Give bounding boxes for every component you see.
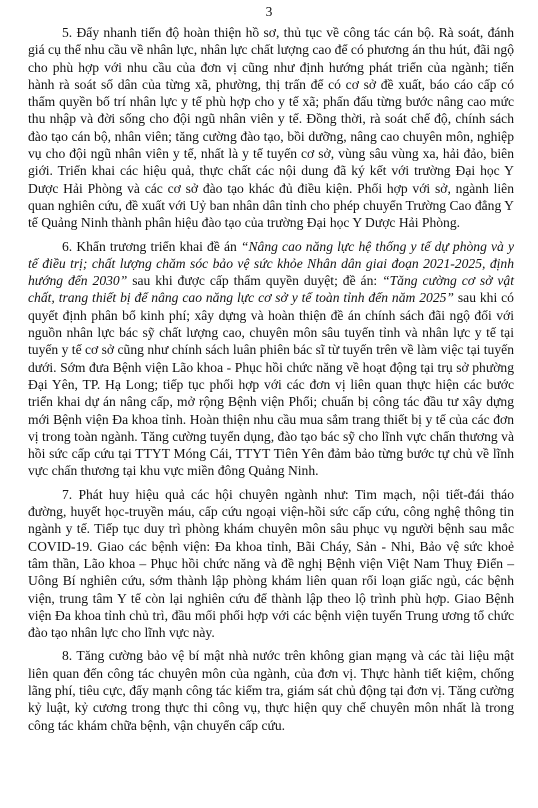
text-run: 8. Tăng cường bảo vệ bí mật nhà nước trên không gian mạng và các tài liệu mật liên quan đến công tác chuyên môn của ngành, của đơn vị. Thực hành tiết kiệm, chống lãng phí, tiêu cực, đẩy mạnh công tác kiểm tra, giám sát chủ động tại đơn vị. Tăng cường kỷ luật, kỷ cương trong thực thi công vụ, thực hiện quy chế chuyên môn nhất là trong công tác khám chữa bệnh, vận chuyển cấp cứu. [28,648,514,733]
text-run: 7. Phát huy hiệu quả các hội chuyên ngành như: Tim mạch, nội tiết-đái tháo đường, huyết học-truyền máu, cấp cứu ngoại viện-hồi sức cấp cứu, công nghệ thông tin ngành y tế. Tiếp tục duy trì phòng khám chuyên môn sâu phục vụ người bệnh sau mắc COVID-19. Giao các bệnh viện: Đa khoa tỉnh, Bãi Cháy, Sản - Nhi, Bảo vệ sức khoẻ tâm thần, Lão khoa – Phục hồi chức năng và đề nghị Bệnh viện Việt Nam Thuỵ Điển – Uông Bí nghiên cứu, sớm thành lập phòng khám liên quan rối loạn giấc ngủ, các bệnh viện, trung tâm Y tế còn lại nghiên cứu để thành lập theo lộ trình phù hợp. Giao Bệnh viện Đa khoa tỉnh chủ trì, đầu mối phối hợp với các bệnh viện tuyến Trung ương tổ chức đào tạo nhân lực cho lĩnh vực này. [28,486,514,641]
paragraph-6 [28,238,514,480]
text-run: 5. Đẩy nhanh tiến độ hoàn thiện hồ sơ, thủ tục về công tác cán bộ. Rà soát, đánh giá cụ thể nhu cầu về nhân lực, nhân lực chất lượng cao để có phương án thu hút, đãi ngộ cho phù hợp với nhu cầu của đơn vị cũng như định hướng phát triển của ngành; tiến hành rà soát số dân của từng xã, phường, thị trấn để có cơ sở đề xuất, báo cáo cấp có thẩm quyền bố trí nhân lực y tế phù hợp cho y tế xã; phấn đấu từng bước nâng cao mức thu nhập và đời sống cho đội ngũ nhân viên y tế. Đồng thời, rà soát chế độ, chính sách đào tạo cán bộ, nhân viên; tăng cường đào tạo, bồi dưỡng, nâng cao chuyên môn, nghiệp vụ cho đội ngũ nhân viên y tế, nhất là y tế tuyến cơ sở, vùng sâu vùng xa, hải đảo, biên giới. Triển khai các hiệu quả, thực chất các nội dung đã ký kết với trường Đại học Y Dược Hải Phòng và các cơ sở đào tạo khác đủ điều kiện. Phối hợp với sở, ngành liên quan nghiên cứu, đề xuất với Uỷ ban nhân dân tỉnh cho phép chuyển Trường Cao đẳng Y tế Quảng Ninh thành phân hiệu đào tạo của trường Đại học Y Dược Hải Phòng. [28,25,514,231]
page-number: 3 [265,4,273,19]
text-run: sau khi có quyết định phân bổ kinh phí; xây dựng và hoàn thiện đề án chính sách đãi ngộ đối với nguồn nhân lực bác sỹ chất lượng cao, chuyên môn sâu tuyến tỉnh và nhân lực y tế tại tuyến y tế cơ sở cũng như chính sách luân phiên bác sĩ từ tuyến trên về làm việc tại tuyến dưới. Sớm đưa Bệnh viện Lão khoa - Phục hồi chức năng về hoạt động tại trụ sở phường Đại Yên, TP. Hạ Long; tiếp tục phối hợp với các đơn vị liên quan thực hiện các bước triển khai dự án nâng cấp, mở rộng Bệnh viện Phổi; chuẩn bị công tác đầu tư xây dựng mới Bệnh viện Đa khoa tỉnh. Hoàn thiện nhu cầu mua sắm trang thiết bị y tế của các đơn vị trong toàn ngành. Tăng cường tuyển dụng, đào tạo bác sỹ cho lĩnh vực chấn thương và hồi sức cấp cứu tại TTYT Móng Cái, TTYT Tiên Yên đảm bảo từng bước tự chủ về lĩnh vực chấn thương tại khu vực miền đông Quảng Ninh. [28,290,514,479]
italic-run: “Nâng cao năng lực hệ thống y tế dự phòng và y tế điều trị; chất lượng chăm sóc bảo vệ sức khỏe Nhân dân giai đoạn 2021-2025, định hướng đến 2030” [28,238,515,289]
text-run: sau khi được cấp thẩm quyền duyệt; đề án: [127,273,383,289]
document-body [28,24,514,740]
paragraph-5 [28,24,514,232]
text-run: 6. Khẩn trương triển khai đề án [62,238,241,254]
paragraph-7 [28,486,514,642]
italic-run: “Tăng cường cơ sở vật chất, trang thiết bị để nâng cao năng lực cơ sở y tế toàn tỉnh đến năm 2025” [28,273,514,306]
paragraph-8 [28,647,514,733]
